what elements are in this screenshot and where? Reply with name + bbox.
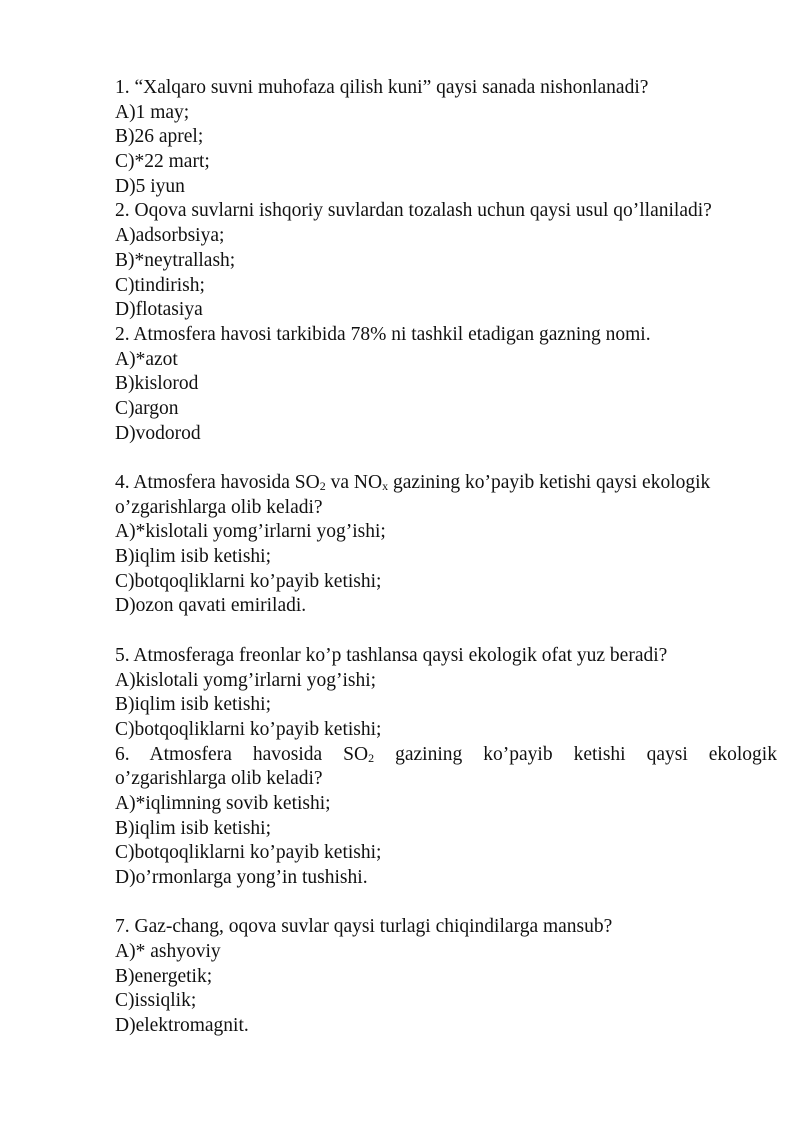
- q7-option-d: D)elektromagnit.: [115, 1015, 249, 1037]
- question-3: 2. Atmosfera havosi tarkibida 78% ni tashkil etadigan gazning nomi.: [115, 323, 651, 345]
- q7-option-a: A)* ashyoviy: [115, 941, 221, 963]
- q6-text-b: gazining ko’payib ketishi qaysi ekologik: [374, 743, 777, 765]
- q4-text-c: gazining ko’payib ketishi qaysi ekologik: [388, 472, 711, 493]
- document-page: [115, 76, 777, 1039]
- question-1: 1. “Xalqaro suvni muhofaza qilish kuni” qaysi sanada nishonlanadi?: [115, 77, 649, 98]
- spacer: [115, 446, 777, 471]
- q4-subscript-2: 2: [319, 479, 326, 493]
- question-4: [115, 471, 777, 496]
- q1-option-c: C)*22 mart;: [115, 151, 210, 173]
- q2-option-d: D)flotasiya: [115, 299, 203, 321]
- q5-option-a: A)kislotali yomg’irlarni yog’ishi;: [115, 669, 377, 691]
- spacer: [115, 891, 777, 916]
- q3-option-b: B)kislorod: [115, 373, 199, 395]
- q2-option-c: C)tindirish;: [115, 274, 205, 296]
- q2-option-b: B)*neytrallash;: [115, 249, 236, 271]
- q4-option-b: B)iqlim isib ketishi;: [115, 546, 272, 568]
- q5-option-b: B)iqlim isib ketishi;: [115, 694, 272, 716]
- q6-option-c: C)botqoqliklarni ko’payib ketishi;: [115, 842, 382, 864]
- q6-text-a: 6. Atmosfera havosida SO: [115, 743, 369, 765]
- q7-option-b: B)energetik;: [115, 965, 213, 987]
- q4-subscript-x: x: [382, 479, 389, 493]
- q2-option-a: A)adsorbsiya;: [115, 225, 225, 247]
- q1-option-b: B)26 aprel;: [115, 126, 204, 148]
- q3-option-c: C)argon: [115, 397, 179, 419]
- q6-option-a: A)*iqlimning sovib ketishi;: [115, 792, 331, 814]
- q1-option-d: D)5 iyun: [115, 175, 185, 197]
- q6-subscript-2: 2: [368, 750, 375, 765]
- question-4-line-2: o’zgarishlarga olib keladi?: [115, 496, 323, 518]
- q6-option-d: D)o’rmonlarga yong’in tushishi.: [115, 867, 368, 888]
- question-5: 5. Atmosferaga freonlar ko’p tashlansa qaysi ekologik ofat yuz beradi?: [115, 644, 668, 666]
- spacer: [115, 619, 777, 644]
- q4-text-a: 4. Atmosfera havosida SO: [115, 472, 320, 493]
- q4-option-c: C)botqoqliklarni ko’payib ketishi;: [115, 570, 382, 592]
- q4-option-a: A)*kislotali yomg’irlarni yog’ishi;: [115, 521, 386, 543]
- question-6-line-2: o’zgarishlarga olib keladi?: [115, 768, 323, 790]
- q3-option-d: D)vodorod: [115, 422, 201, 444]
- q1-option-a: A)1 may;: [115, 101, 190, 123]
- question-6: [115, 743, 777, 768]
- q4-text-b: va NO: [325, 472, 383, 493]
- q7-option-c: C)issiqlik;: [115, 990, 197, 1012]
- q3-option-a: A)*azot: [115, 348, 178, 370]
- q5-option-c: C)botqoqliklarni ko’payib ketishi;: [115, 718, 382, 740]
- question-2: 2. Oqova suvlarni ishqoriy suvlardan tozalash uchun qaysi usul qo’llaniladi?: [115, 200, 712, 222]
- q4-option-d: D)ozon qavati emiriladi.: [115, 595, 307, 617]
- question-7: 7. Gaz-chang, oqova suvlar qaysi turlagi chiqindilarga mansub?: [115, 916, 613, 938]
- q6-option-b: B)iqlim isib ketishi;: [115, 817, 272, 839]
